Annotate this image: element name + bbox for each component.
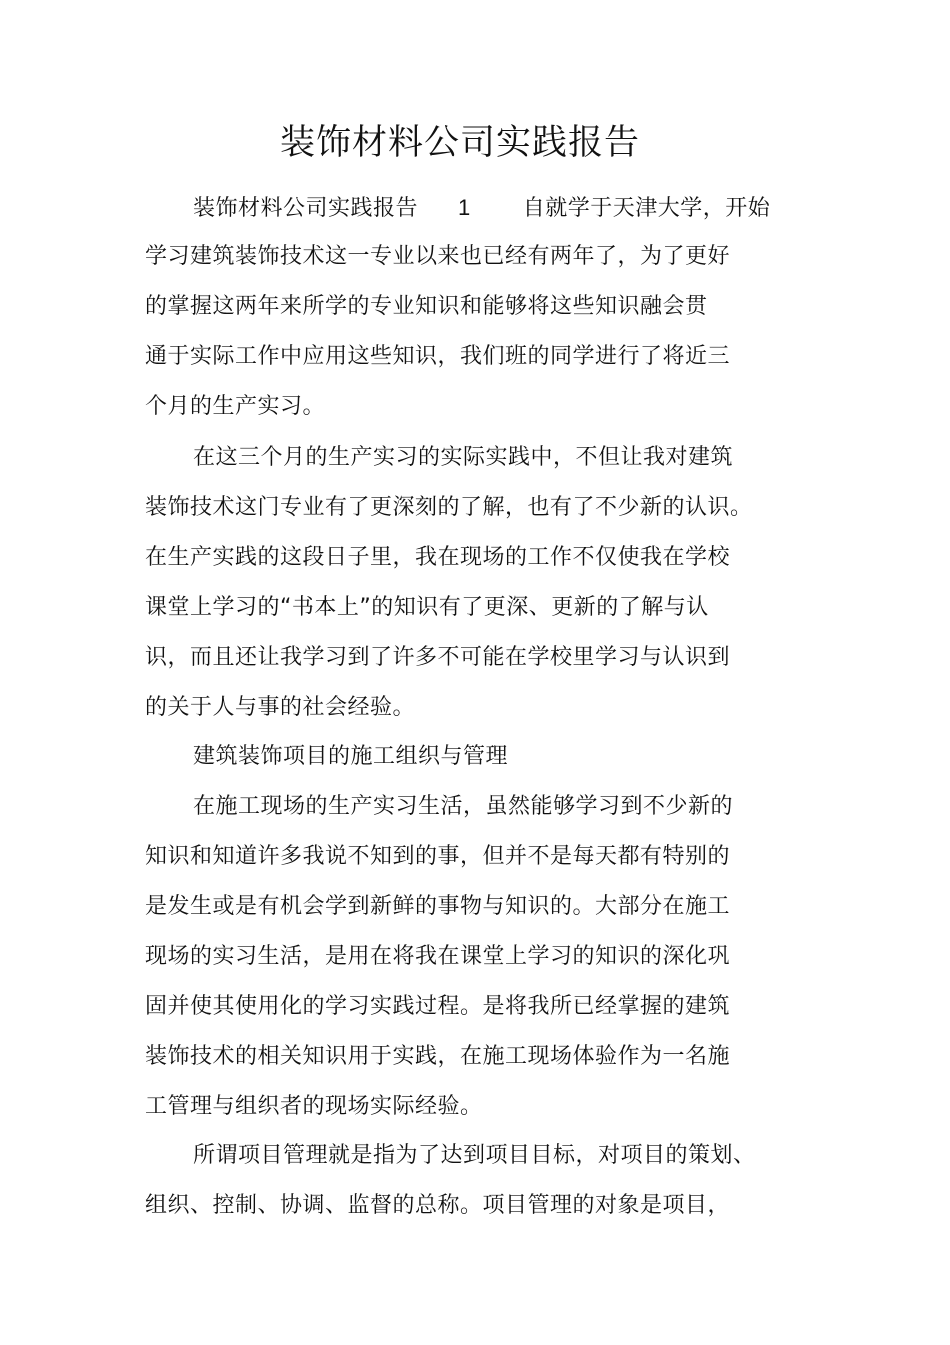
paragraph-line: 在这三个月的生产实习的实际实践中，不但让我对建筑 (193, 445, 734, 470)
first-paragraph-line (193, 193, 770, 224)
document-number: 1 (458, 195, 471, 220)
paragraph-line: 是发生或是有机会学到新鲜的事物与知识的。大部分在施工 (145, 894, 731, 919)
paragraph-line: 工管理与组织者的现场实际经验。 (145, 1094, 483, 1119)
paragraph-line: 通于实际工作中应用这些知识，我们班的同学进行了将近三 (145, 344, 731, 369)
paragraph-line: 现场的实习生活，是用在将我在课堂上学习的知识的深化巩 (145, 944, 731, 969)
paragraph-line: 个月的生产实习。 (145, 394, 326, 419)
document-title: 装饰材料公司实践报告 (279, 123, 640, 163)
paragraph-line: 在施工现场的生产实习生活，虽然能够学习到不少新的 (193, 794, 734, 819)
paragraph-line: 组织、控制、协调、监督的总称。项目管理的对象是项目， (145, 1193, 731, 1218)
paragraph-line: 的掌握这两年来所学的专业知识和能够将这些知识融会贯 (145, 294, 708, 319)
first-line-text: 自就学于天津大学，开始 (522, 196, 771, 221)
paragraph-line: 课堂上学习的“书本上”的知识有了更深、更新的了解与认 (145, 595, 709, 620)
paragraph-line: 所谓项目管理就是指为了达到项目目标，对项目的策划、 (193, 1143, 756, 1168)
paragraph-line: 固并使其使用化的学习实践过程。是将我所已经掌握的建筑 (145, 994, 731, 1019)
paragraph-line: 装饰技术的相关知识用于实践，在施工现场体验作为一名施 (145, 1044, 731, 1069)
paragraph-line: 识，而且还让我学习到了许多不可能在学校里学习与认识到 (145, 645, 731, 670)
paragraph-line: 在生产实践的这段日子里，我在现场的工作不仅使我在学校 (145, 545, 731, 570)
paragraph-line: 知识和知道许多我说不知到的事，但并不是每天都有特别的 (145, 844, 731, 869)
paragraph-line: 学习建筑装饰技术这一专业以来也已经有两年了，为了更好 (145, 244, 731, 269)
document-label: 装饰材料公司实践报告 (193, 196, 419, 221)
paragraph-line: 装饰技术这门专业有了更深刻的了解，也有了不少新的认识。 (145, 495, 753, 520)
section-heading: 建筑装饰项目的施工组织与管理 (193, 744, 509, 769)
paragraph-line: 的关于人与事的社会经验。 (145, 695, 416, 720)
